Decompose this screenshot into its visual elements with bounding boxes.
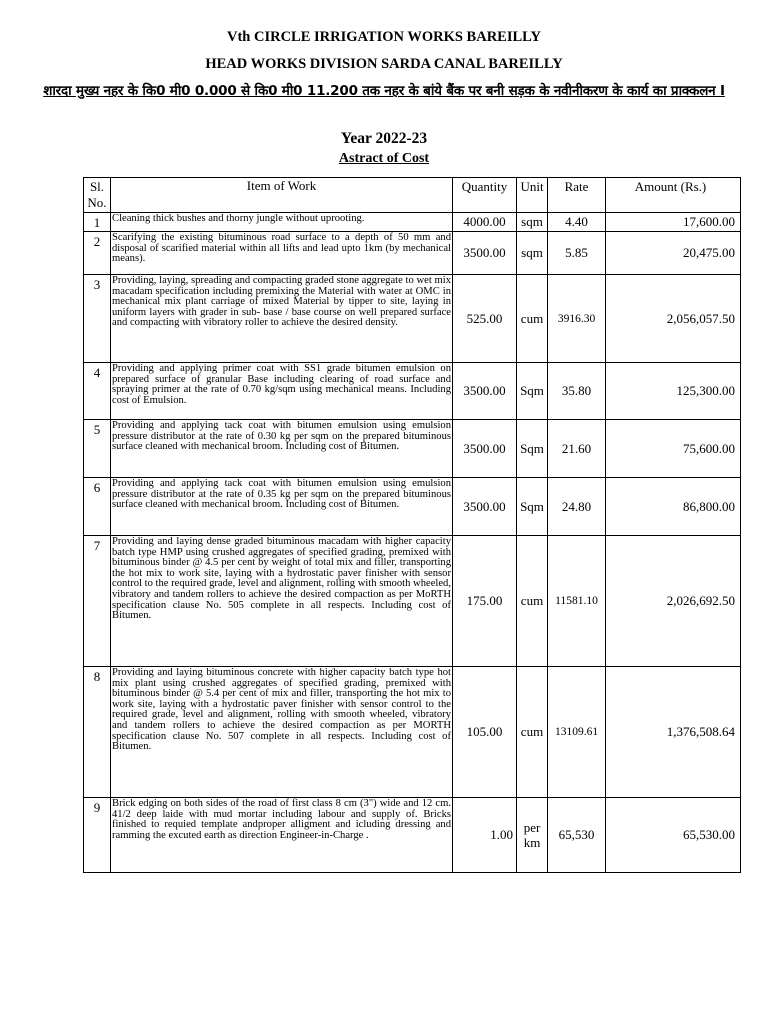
cell-unit: per km bbox=[517, 798, 548, 873]
cell-item: Providing and applying primer coat with SS1 grade bitumen emulsion on prepared surface of granular Base including clearing of road surface and spraying primer at the rate of 0.70 kg/sqm using mechanical means. Including cost of Emulsion. bbox=[111, 363, 453, 420]
cell-rate: 5.85 bbox=[548, 232, 606, 275]
cell-amount: 65,530.00 bbox=[606, 798, 741, 873]
cell-amount: 1,376,508.64 bbox=[606, 667, 741, 798]
col-header-sl: Sl. No. bbox=[84, 178, 111, 213]
cell-item: Scarifying the existing bituminous road surface to a depth of 50 mm and disposal of scarified material within all lifts and lead upto 1km (by mechanical means). bbox=[111, 232, 453, 275]
cell-quantity: 3500.00 bbox=[453, 478, 517, 536]
cell-sl: 7 bbox=[84, 536, 111, 667]
cell-amount: 75,600.00 bbox=[606, 420, 741, 478]
cell-amount: 2,026,692.50 bbox=[606, 536, 741, 667]
cell-quantity: 4000.00 bbox=[453, 213, 517, 232]
division-title: HEAD WORKS DIVISION SARDA CANAL BAREILLY bbox=[205, 56, 563, 72]
cell-unit: Sqm bbox=[517, 420, 548, 478]
cell-quantity: 3500.00 bbox=[453, 363, 517, 420]
work-description-hindi: शारदा मुख्य नहर के कि0 मी0 0.000 से कि0 मी0 11.200 तक नहर के बांये बैंक पर बनी सड़क के नवीनीकरण के कार्य का प्राक्कलन I bbox=[43, 83, 725, 99]
cell-amount: 17,600.00 bbox=[606, 213, 741, 232]
year-heading: Year 2022-23 bbox=[340, 130, 428, 147]
cell-quantity: 175.00 bbox=[453, 536, 517, 667]
cell-sl: 1 bbox=[84, 213, 111, 232]
cell-amount: 2,056,057.50 bbox=[606, 275, 741, 363]
cell-sl: 8 bbox=[84, 667, 111, 798]
cell-quantity: 105.00 bbox=[453, 667, 517, 798]
cell-sl: 6 bbox=[84, 478, 111, 536]
cell-item: Cleaning thick bushes and thorny jungle without uprooting. bbox=[111, 213, 453, 232]
cell-rate: 3916.30 bbox=[548, 275, 606, 363]
cell-quantity: 3500.00 bbox=[453, 420, 517, 478]
table-row bbox=[84, 275, 741, 363]
cell-amount: 20,475.00 bbox=[606, 232, 741, 275]
table-row bbox=[84, 232, 741, 275]
cell-unit: Sqm bbox=[517, 363, 548, 420]
cell-sl: 3 bbox=[84, 275, 111, 363]
cell-item: Brick edging on both sides of the road of first class 8 cm (3") wide and 12 cm. 41/2 deep laide with mud mortar including labour and supply of. Bricks finished to requied template andproper alligment and icluding dressing and ramming the excuted earth as direction Engineer-in-Charge . bbox=[111, 798, 453, 873]
cell-rate: 65,530 bbox=[548, 798, 606, 873]
cell-rate: 11581.10 bbox=[548, 536, 606, 667]
table-row bbox=[84, 667, 741, 798]
col-header-rate: Rate bbox=[548, 178, 606, 213]
abstract-heading: Astract of Cost bbox=[338, 151, 430, 166]
cell-amount: 125,300.00 bbox=[606, 363, 741, 420]
cell-item: Providing and applying tack coat with bitumen emulsion using emulsion pressure distributor at the rate of 0.30 kg per sqm on the prepared bituminous surface cleaned with mechanical broom. Including cost of Bitumen. bbox=[111, 420, 453, 478]
cell-sl: 4 bbox=[84, 363, 111, 420]
cell-item: Providing and applying tack coat with bitumen emulsion using emulsion pressure distributor at the rate of 0.35 kg per sqm on the prepared bituminous surface cleaned with mechanical broom. Including cost of Bitumen. bbox=[111, 478, 453, 536]
table-row bbox=[84, 536, 741, 667]
cell-rate: 24.80 bbox=[548, 478, 606, 536]
cell-unit: cum bbox=[517, 536, 548, 667]
cell-sl: 9 bbox=[84, 798, 111, 873]
table-row bbox=[84, 798, 741, 873]
cell-quantity: 1.00 bbox=[453, 798, 517, 873]
cell-amount: 86,800.00 bbox=[606, 478, 741, 536]
table-header-row bbox=[84, 178, 741, 213]
cell-rate: 4.40 bbox=[548, 213, 606, 232]
cell-item: Providing and laying dense graded bituminous macadam with higher capacity batch type HMP using crushed aggregates of specified grading, premixed with bituminous binder @ 4.5 per cent by weight of total mix and filler, transporting the hot mix to work site, laying with a hydrostatic paver finisher with sensor control to the required grade, level and alignment, rolling with smooth wheeled, vibratory and tandem rollers to achieve the desired compaction as per MoRTH specification clause No. 505 complete in all respects. Including cost of Bitumen. bbox=[111, 536, 453, 667]
cell-sl: 5 bbox=[84, 420, 111, 478]
cost-table bbox=[83, 177, 741, 873]
cell-item: Providing, laying, spreading and compacting graded stone aggregate to wet mix macadam specification including premixing the Material with water at OMC in mechanical mix plant carriage of mixed Material by tipper to site, laying in uniform layers with grader in sub- base / base course on well prepared surface and compacting with vibratory roller to achieve the desired density. bbox=[111, 275, 453, 363]
cell-unit: sqm bbox=[517, 232, 548, 275]
cell-unit: sqm bbox=[517, 213, 548, 232]
table-row bbox=[84, 420, 741, 478]
table-row bbox=[84, 478, 741, 536]
cell-item: Providing and laying bituminous concrete with higher capacity batch type hot mix plant using crushed aggregates of specified grading, premixed with bituminous binder @ 5.4 per cent of mix and filler, transporting the hot mix to work site, laying with a hydrostatic paver finisher with sensor control to the required grade, level and alignment, rolling with smooth wheeled, vibratory and tandem rollers to achieve the desired compaction as per MORTH specification clause No. 507 complete in all respects. Including cost of Bitumen. bbox=[111, 667, 453, 798]
table-row bbox=[84, 363, 741, 420]
cell-rate: 21.60 bbox=[548, 420, 606, 478]
cell-rate: 13109.61 bbox=[548, 667, 606, 798]
col-header-amount: Amount (Rs.) bbox=[606, 178, 741, 213]
col-header-unit: Unit bbox=[517, 178, 548, 213]
table-row bbox=[84, 213, 741, 232]
cell-unit: cum bbox=[517, 275, 548, 363]
col-header-quantity: Quantity bbox=[453, 178, 517, 213]
col-header-item: Item of Work bbox=[111, 178, 453, 213]
cell-quantity: 525.00 bbox=[453, 275, 517, 363]
cell-sl: 2 bbox=[84, 232, 111, 275]
cell-unit: cum bbox=[517, 667, 548, 798]
cell-rate: 35.80 bbox=[548, 363, 606, 420]
cell-quantity: 3500.00 bbox=[453, 232, 517, 275]
cell-unit: Sqm bbox=[517, 478, 548, 536]
circle-title: Vth CIRCLE IRRIGATION WORKS BAREILLY bbox=[227, 29, 541, 45]
